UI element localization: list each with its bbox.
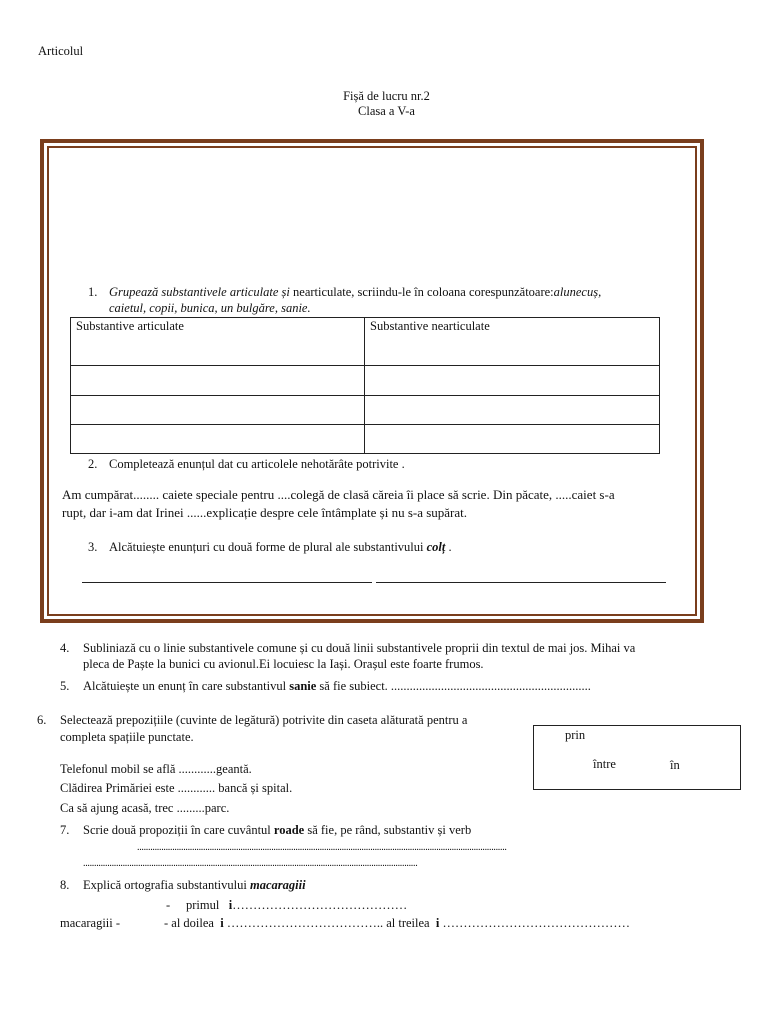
ex1-italic: Grupează substantivele articulate xyxy=(109,285,279,299)
box-word-intre: între xyxy=(593,757,616,771)
box-word-in: în xyxy=(670,758,680,772)
table-cell[interactable] xyxy=(365,396,660,425)
ex4-line1: Subliniază cu o linie substantivele comune și cu două linii substantivele proprii din textul de mai jos. Mihai va xyxy=(83,641,636,655)
ex8-label: macaragiii - xyxy=(60,916,121,930)
topic-title: Articolul xyxy=(38,44,84,58)
ex6-number: 6. xyxy=(37,713,47,727)
ex1-instruction: Grupează substantivele articulate și nearticulate, scriindu-le în coloana corespunzătoare:alunecuș, xyxy=(109,285,602,299)
ex1-number: 1. xyxy=(88,285,98,299)
ex7-instruction: Scrie două propoziții în care cuvântul roade să fie, pe rând, substantiv și verb xyxy=(83,823,472,837)
worksheet-title: Fișă de lucru nr.2 xyxy=(343,89,430,103)
ex7-number: 7. xyxy=(60,823,70,837)
ex8-word: macaragiii xyxy=(249,878,306,892)
ex8-primul-row: primul i…………………………………… xyxy=(186,898,408,912)
ex7-word: roade xyxy=(273,823,305,837)
ex3-word: colț xyxy=(426,540,446,554)
substantive-table xyxy=(70,317,660,454)
table-cell[interactable] xyxy=(365,366,660,396)
ex2-number: 2. xyxy=(88,457,98,471)
ex5-number: 5. xyxy=(60,679,70,693)
class-label: Clasa a V-a xyxy=(358,104,415,118)
ex4-number: 4. xyxy=(60,641,70,655)
ex1-words: caietul, copii, bunica, un bulgăre, sanie. xyxy=(109,301,311,315)
ex6-sentence-3: Ca să ajung acasă, trec .........parc. xyxy=(60,801,230,815)
ex6-line2: completa spațiile punctate. xyxy=(60,730,194,744)
ex8-number: 8. xyxy=(60,878,70,892)
table-header-articulate: Substantive articulate xyxy=(71,318,365,366)
table-cell[interactable] xyxy=(71,366,365,396)
table-cell[interactable] xyxy=(365,425,660,454)
ex8-doilea-row: - al doilea i ……………………………….. al treilea i ……………………………………… xyxy=(164,916,630,930)
table-header-nearticulate: Substantive nearticulate xyxy=(365,318,660,366)
ex7-answer-dots-2[interactable]: ........................................................................................................................................................ xyxy=(83,858,418,869)
ex3-number: 3. xyxy=(88,540,98,554)
box-word-prin: prin xyxy=(565,728,586,742)
ex8-instruction: Explică ortografia substantivului macaragiii xyxy=(83,878,306,892)
ex5-instruction: Alcătuiește un enunț în care substantivul sanie să fie subiect. ................................................................ xyxy=(83,679,591,693)
table-cell[interactable] xyxy=(71,425,365,454)
ex6-sentence-1: Telefonul mobil se află ............geantă. xyxy=(60,762,252,776)
ex6-line1: Selectează prepozițiile (cuvinte de legătură) potrivite din caseta alăturată pentru a xyxy=(60,713,468,727)
ex6-sentence-2: Clădirea Primăriei este ............ bancă și spital. xyxy=(60,781,293,795)
ex8-dash: - xyxy=(166,898,171,912)
ex3-instruction: Alcătuiește enunțuri cu două forme de plural ale substantivului colț . xyxy=(109,540,452,554)
answer-line-2[interactable] xyxy=(376,582,666,583)
ex5-word: sanie xyxy=(289,679,317,693)
ex2-instruction: Completează enunțul dat cu articolele nehotărâte potrivite . xyxy=(109,457,405,471)
table-cell[interactable] xyxy=(71,396,365,425)
ex2-paragraph-line2: rupt, dar i-am dat Irinei ......explicație despre cele întâmplate și nu s-a supărat. xyxy=(62,505,468,520)
answer-line-1[interactable] xyxy=(82,582,372,583)
ex7-answer-dots-1[interactable]: ........................................................................................................................................................................ xyxy=(137,842,507,853)
ex2-paragraph-line1: Am cumpărat........ caiete speciale pentru ....colegă de clasă căreia îi place să scrie. Din păcate, .....caiet s-a xyxy=(62,487,615,502)
ex4-line2: pleca de Paște la bunici cu avionul.Ei locuiesc la Iași. Orașul este foarte frumos. xyxy=(83,657,484,671)
